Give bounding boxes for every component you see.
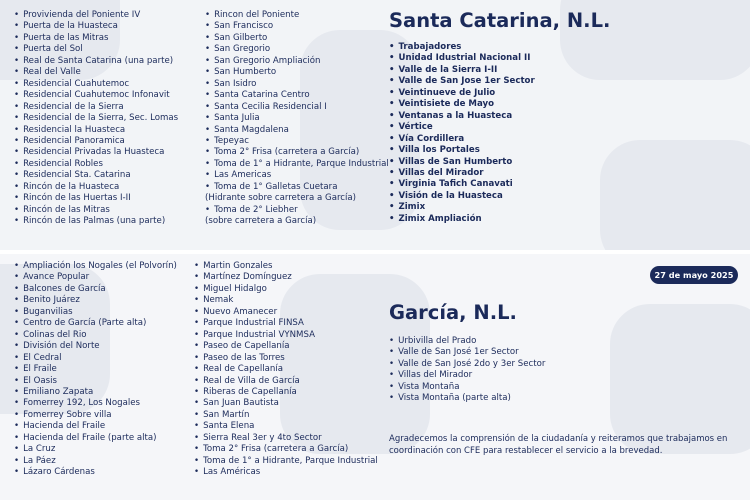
list-item: • Fomerrey Sobre villa [14,410,177,421]
list-item: • Colinas del Rio [14,330,177,341]
list-item: • Residencial de la Sierra, Sec. Lomas [14,113,178,124]
list-item: • Residencial la Huasteca [14,125,178,136]
list-item: • Toma de 1° a Hidrante, Parque Industrial [205,159,389,170]
list-item: • La Cruz [14,444,177,455]
list-item: • Parque Industrial VYNMSA [194,330,378,341]
list-item: • Toma 2° Frisa (carretera a García) [205,147,389,158]
date-badge: 27 de mayo 2025 [650,266,738,284]
list-item: • Puerta del Sol [14,44,178,55]
list-item: • Trabajadores [389,42,535,53]
list-item: • Las Americas [205,170,389,181]
list-item: • Toma de 1° Galletas Cuetara [205,182,389,193]
list-item: • San Juan Bautista [194,398,378,409]
list-item: • Lázaro Cárdenas [14,467,177,478]
list-item: • Puerta de la Huasteca [14,21,178,32]
list-item: • Valle de San José 2do y 3er Sector [389,359,545,370]
footer-note: Agradecemos la comprensión de la ciudadanía y reiteramos que trabajamos en coordinación con CFE para restablecer el servicio a la brevedad. [389,434,728,456]
list-item: • Residencial Cuahutemoc Infonavit [14,90,178,101]
list-item: • Santa Catarina Centro [205,90,389,101]
list-item: • Ventanas a la Huasteca [389,111,535,122]
list-item: • Residencial Privadas la Huasteca [14,147,178,158]
list-item: • Rincon del Poniente [205,10,389,21]
garcia-list-col3 [389,336,545,405]
list-item: • Urbivilla del Prado [389,336,545,347]
garcia-panel [0,254,750,500]
list-item: • Provivienda del Poniente IV [14,10,178,21]
list-item: • La Páez [14,456,177,467]
garcia-title: García, N.L. [389,301,517,324]
list-item: • Avance Popular [14,272,177,283]
list-item: • Veintinueve de Julio [389,88,535,99]
list-item: • Residencial de la Sierra [14,102,178,113]
list-item: • Real del Valle [14,67,178,78]
list-item: • Villas del Mirador [389,370,545,381]
list-item: • Toma de 1° a Hidrante, Parque Industrial [194,456,378,467]
list-item: • Vía Cordillera [389,134,535,145]
list-item: • Paseo de las Torres [194,353,378,364]
list-item: • Buganvilias [14,307,177,318]
list-item: • Residencial Panoramica [14,136,178,147]
list-item: • División del Norte [14,341,177,352]
list-item: • Paseo de Capellanía [194,341,378,352]
list-item: • Virginia Tafich Canavati [389,179,535,190]
list-item: • Rincón de las Palmas (una parte) [14,216,178,227]
list-item: • Valle de San José 1er Sector [389,347,545,358]
list-item: • Ampliación los Nogales (el Polvorín) [14,261,177,272]
list-item: • El Cedral [14,353,177,364]
garcia-list-col2 [194,261,378,479]
list-item: • Santa Cecilia Residencial I [205,102,389,113]
list-item: • Santa Magdalena [205,125,389,136]
santa-catarina-list-col3 [389,42,535,225]
list-item: • Villa los Portales [389,145,535,156]
list-item: • Hacienda del Fraile [14,421,177,432]
list-item: • Visión de la Huasteca [389,191,535,202]
list-item: • Zimix [389,202,535,213]
list-item: (sobre carretera a García) [205,216,317,227]
list-item: • Nuevo Amanecer [194,307,378,318]
decorative-shape [600,140,750,250]
list-item: • Riberas de Capellanía [194,387,378,398]
list-item: • Residencial Sta. Catarina [14,170,178,181]
list-item: • Unidad Idustrial Nacional II [389,53,535,64]
list-item: • San Martín [194,410,378,421]
santa-catarina-list-col1 [14,10,178,228]
list-item: • San Isidro [205,79,389,90]
list-item: • San Gregorio [205,44,389,55]
list-item: • Valle de la Sierra I-II [389,65,535,76]
list-item: • Real de Santa Catarina (una parte) [14,56,178,67]
list-item: • Balcones de García [14,284,177,295]
list-item: • Martínez Domínguez [194,272,378,283]
list-item: • El Fraile [14,364,177,375]
list-item: • Toma de 2° Liebher [205,205,389,216]
list-item: • Zimix Ampliación [389,214,535,225]
list-item: • Villas de San Humberto [389,157,535,168]
list-item: • Parque Industrial FINSA [194,318,378,329]
list-item: • Vista Montaña (parte alta) [389,393,545,404]
list-item: • Villas del Mirador [389,168,535,179]
list-item: • Nemak [194,295,378,306]
list-item: • Rincón de las Huertas I-II [14,193,178,204]
santa-catarina-list-col2 [205,10,389,228]
list-item: • San Francisco [205,21,389,32]
list-item: • Martin Gonzales [194,261,378,272]
list-item: • Santa Julia [205,113,389,124]
list-item: • Rincón de la Huasteca [14,182,178,193]
list-item: • Tepeyac [205,136,389,147]
list-item: • Veintisiete de Mayo [389,99,535,110]
decorative-shape [610,304,750,454]
garcia-list-col1 [14,261,177,479]
list-item: • Residencial Robles [14,159,178,170]
list-item: • Centro de García (Parte alta) [14,318,177,329]
santa-catarina-title: Santa Catarina, N.L. [389,9,611,32]
list-item: • Vista Montaña [389,382,545,393]
list-item: • Vértice [389,122,535,133]
list-item: • Real de Villa de García [194,376,378,387]
list-item: • Rincón de las Mitras [14,205,178,216]
list-item: • San Gilberto [205,33,389,44]
list-item: • San Humberto [205,67,389,78]
list-item: • Residencial Cuahutemoc [14,79,178,90]
list-item: • Toma 2° Frisa (carretera a García) [194,444,378,455]
list-item: • Las Américas [194,467,378,478]
list-item: • Puerta de las Mitras [14,33,178,44]
list-item: • El Oasis [14,376,177,387]
list-item: • Emiliano Zapata [14,387,177,398]
list-item: • Valle de San Jose 1er Sector [389,76,535,87]
list-item: • Benito Juárez [14,295,177,306]
list-item: • Sierra Real 3er y 4to Sector [194,433,378,444]
list-item: • Fomerrey 192, Los Nogales [14,398,177,409]
list-item: • Hacienda del Fraile (parte alta) [14,433,177,444]
list-item: • Miguel Hidalgo [194,284,378,295]
list-item: (Hidrante sobre carretera a García) [205,193,357,204]
list-item: • Real de Capellanía [194,364,378,375]
list-item: • San Gregorio Ampliación [205,56,389,67]
list-item: • Santa Elena [194,421,378,432]
